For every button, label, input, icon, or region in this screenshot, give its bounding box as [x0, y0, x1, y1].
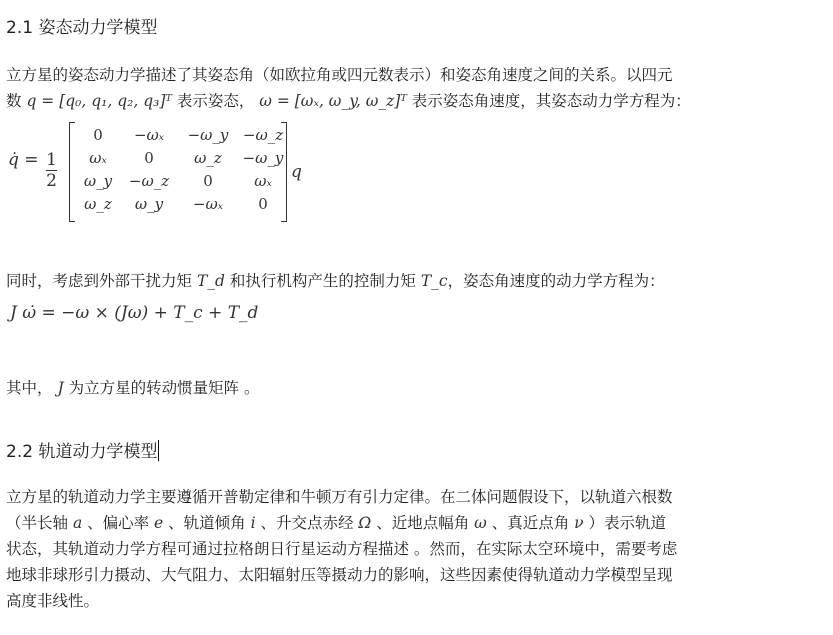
matrix-cell: −ω_z [128, 172, 170, 190]
matrix-cell: −ωₓ [192, 195, 224, 213]
paragraph-line: 状态，其轨道动力学方程可通过拉格朗日行星运动方程描述 。然而，在实际太空环境中，需要考虑 [6, 540, 678, 558]
fraction-denominator: 2 [46, 171, 57, 191]
text-fragment: 其中， [6, 379, 58, 397]
math-quaternion-definition: q = [q₀, q₁, q₂, q₃]ᵀ [26, 92, 172, 110]
math-semi-major-axis: a [72, 514, 83, 532]
text-fragment: 数 [6, 92, 27, 110]
matrix-cell: ωₓ [89, 149, 107, 167]
math-raan: Ω [358, 514, 372, 532]
paragraph-torques [6, 268, 806, 294]
paragraph-line: 地球非球形引力摄动、大气阻力、太阳辐射压等摄动力的影响，这些因素使得轨道动力学模型呈现 [6, 566, 673, 584]
text-fragment: ）表示轨道 [583, 514, 667, 532]
math-control-torque: T_c [420, 272, 448, 290]
matrix-cell: −ω_y [187, 126, 229, 144]
text-fragment: 、轨道倾角 [163, 514, 251, 532]
matrix-cell: ω_y [83, 172, 113, 190]
paragraph-inertia [6, 375, 806, 401]
text-fragment: 同时，考虑到外部干扰力矩 [6, 272, 197, 290]
text-cursor [158, 440, 159, 461]
matrix-grid [77, 124, 289, 216]
paragraph-line: 立方星的轨道动力学主要遵循开普勒定律和牛顿万有引力定律。在二体问题假设下，以轨道六根数 [6, 488, 673, 506]
matrix-cell: ω_z [194, 149, 222, 167]
equation-euler-dynamics: J ω̇ = −ω × (Jω) + T_c + T_d [10, 303, 259, 323]
text-fragment: 表示姿态角速度，其姿态动力学方程为： [406, 92, 691, 110]
paragraph-line: 高度非线性。 [6, 592, 100, 610]
math-angular-velocity-definition: ω = [ωₓ, ω_y, ω_z]ᵀ [259, 92, 407, 110]
text-fragment: （半长轴 [6, 514, 73, 532]
matrix-cell: ωₓ [254, 172, 272, 190]
matrix-cell: 0 [93, 126, 103, 144]
matrix-cell: ω_z [84, 195, 112, 213]
text-fragment: ，姿态角速度的动力学方程为： [447, 272, 665, 290]
equation-quaternion-kinematics-rhs: q [291, 162, 302, 182]
math-argument-of-perigee: ω [474, 514, 487, 532]
text-fragment: 、升交点赤经 [255, 514, 359, 532]
fraction-one-half [46, 150, 57, 191]
omega-matrix [69, 122, 287, 220]
text-fragment: 、近地点幅角 [371, 514, 475, 532]
math-inertia-matrix: J [57, 379, 64, 397]
paragraph-line [6, 510, 806, 536]
matrix-cell: −ω_y [242, 149, 284, 167]
text-fragment: 和执行机构产生的控制力矩 [224, 272, 421, 290]
matrix-cell: 0 [144, 149, 154, 167]
paragraph-line [6, 88, 806, 114]
math-inclination: i [250, 514, 256, 532]
text-fragment: 表示姿态， [171, 92, 260, 110]
heading-text: 2.2 轨道动力学模型 [6, 442, 158, 462]
equation-fraction [46, 150, 57, 191]
math-disturbance-torque: T_d [196, 272, 225, 290]
matrix-cell: −ω_z [242, 126, 284, 144]
fraction-numerator: 1 [46, 150, 57, 170]
paragraph-orbit [6, 484, 806, 614]
matrix-cell: 0 [258, 195, 268, 213]
matrix-left-bracket [69, 122, 75, 222]
text-fragment: 、真近点角 [486, 514, 575, 532]
equation-quaternion-kinematics-lhs: q̇ = [8, 150, 39, 170]
section-heading-orbit [6, 440, 159, 463]
math-eccentricity: e [154, 514, 164, 532]
matrix-cell: 0 [203, 172, 213, 190]
text-fragment: 、偏心率 [82, 514, 155, 532]
matrix-right-bracket [281, 122, 287, 222]
math-true-anomaly: ν [574, 514, 584, 532]
paragraph-line: 立方星的姿态动力学描述了其姿态角（如欧拉角或四元数表示）和姿态角速度之间的关系。以四元 [6, 66, 673, 84]
section-heading-attitude: 2.1 姿态动力学模型 [6, 18, 158, 38]
text-fragment: 为立方星的转动惯量矩阵 。 [63, 379, 260, 397]
matrix-cell: −ωₓ [133, 126, 165, 144]
paragraph-attitude-intro [6, 62, 806, 114]
matrix-cell: ω_y [134, 195, 164, 213]
